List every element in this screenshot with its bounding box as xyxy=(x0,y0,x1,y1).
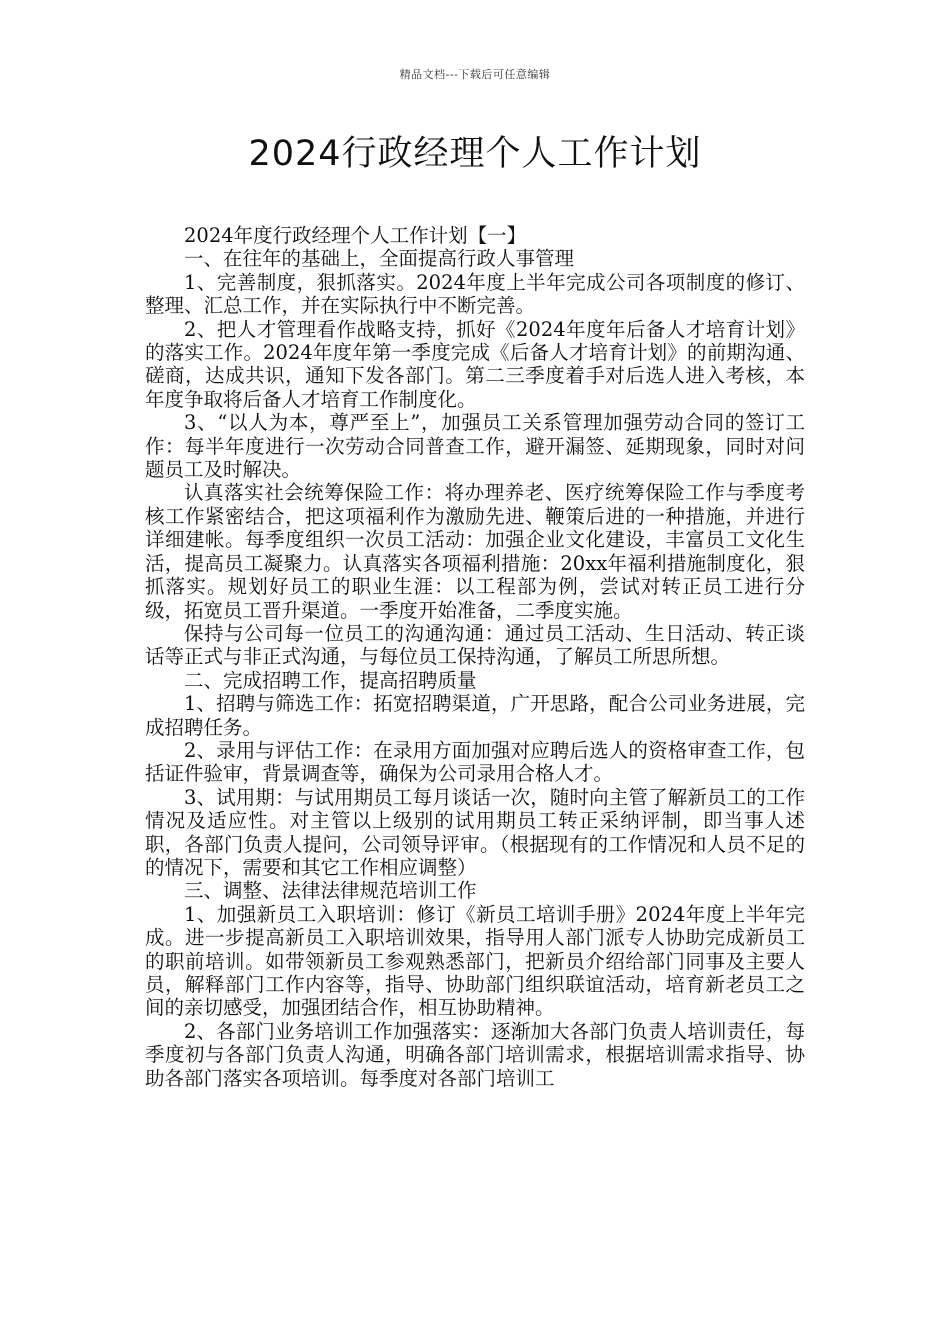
paragraph-plan-heading: 2024年度行政经理个人工作计划【一】 xyxy=(184,224,527,247)
paragraph: 认真落实社会统筹保险工作：将办理养老、医疗统筹保险工作与季度考核工作紧密结合，把这项福利作为激励先进、鞭策后进的一种措施，并进行详细建帐。每季度组织一次员工活动：加强企业文化建设，丰富员工文化生活，提高员工凝聚力。认真落实各项福利措施：20xx年福利措施制度化，狠抓落实。规划好员工的职业生涯：以工程部为例，尝试对转正员工进行分级，拓宽员工晋升渠道。一季度开始准备，二季度实施。 xyxy=(145,481,805,622)
section-heading-2: 二、完成招聘工作，提高招聘质量 xyxy=(184,668,477,692)
paragraph: 2、各部门业务培训工作加强落实：逐渐加大各部门负责人培训责任，每季度初与各部门负责人沟通，明确各部门培训需求，根据培训需求指导、协助各部门落实各项培训。每季度对各部门培训工 xyxy=(145,1019,805,1090)
paragraph: 3、“以人为本，尊严至上”，加强员工关系管理加强劳动合同的签订工作：每半年度进行一次劳动合同普查工作，避开漏签、延期现象，同时对问题员工及时解决。 xyxy=(145,411,805,482)
paragraph: 2、把人才管理看作战略支持，抓好《2024年度年后备人才培育计划》的落实工作。2024年度年第一季度完成《后备人才培育计划》的前期沟通、磋商，达成共识，通知下发各部门。第二三季度着手对后选人进入考核，本年度争取将后备人才培育工作制度化。 xyxy=(145,317,805,411)
document-body xyxy=(145,224,805,1090)
paragraph: 保持与公司每一位员工的沟通沟通：通过员工活动、生日活动、转正谈话等正式与非正式沟通，与每位员工保持沟通，了解员工所思所想。 xyxy=(145,621,805,669)
document-title: 2024行政经理个人工作计划 xyxy=(248,134,702,174)
paragraph: 2、录用与评估工作：在录用方面加强对应聘后选人的资格审查工作，包括证件验审，背景调查等，确保为公司录用合格人才。 xyxy=(145,738,805,786)
section-heading-1: 一、在往年的基础上，全面提高行政人事管理 xyxy=(184,247,575,271)
paragraph: 1、完善制度，狠抓落实。2024年度上半年完成公司各项制度的修订、整理、汇总工作，并在实际执行中不断完善。 xyxy=(145,270,805,318)
section-heading-3: 三、调整、法律法律规范培训工作 xyxy=(184,879,477,903)
page-header-note: 精品文档---下载后可任意编辑 xyxy=(399,68,551,81)
paragraph: 1、加强新员工入职培训：修订《新员工培训手册》2024年度上半年完成。进一步提高新员工入职培训效果，指导用人部门派专人协助完成新员工的职前培训。如带领新员工参观熟悉部门，把新员介绍给部门同事及主要人员，解释部门工作内容等，指导、协助部门组织联谊活动，培育新老员工之间的亲切感受，加强团结合作，相互协助精神。 xyxy=(145,902,805,1020)
paragraph: 1、招聘与筛选工作：拓宽招聘渠道，广开思路，配合公司业务进展，完成招聘任务。 xyxy=(145,692,805,739)
paragraph: 3、试用期：与试用期员工每月谈话一次，随时向主管了解新员工的工作情况及适应性。对主管以上级别的试用期员工转正采纳评制，即当事人述职，各部门负责人提问，公司领导评审。（根据现有的工作情况和人员不足的的情况下，需要和其它工作相应调整） xyxy=(145,785,805,879)
